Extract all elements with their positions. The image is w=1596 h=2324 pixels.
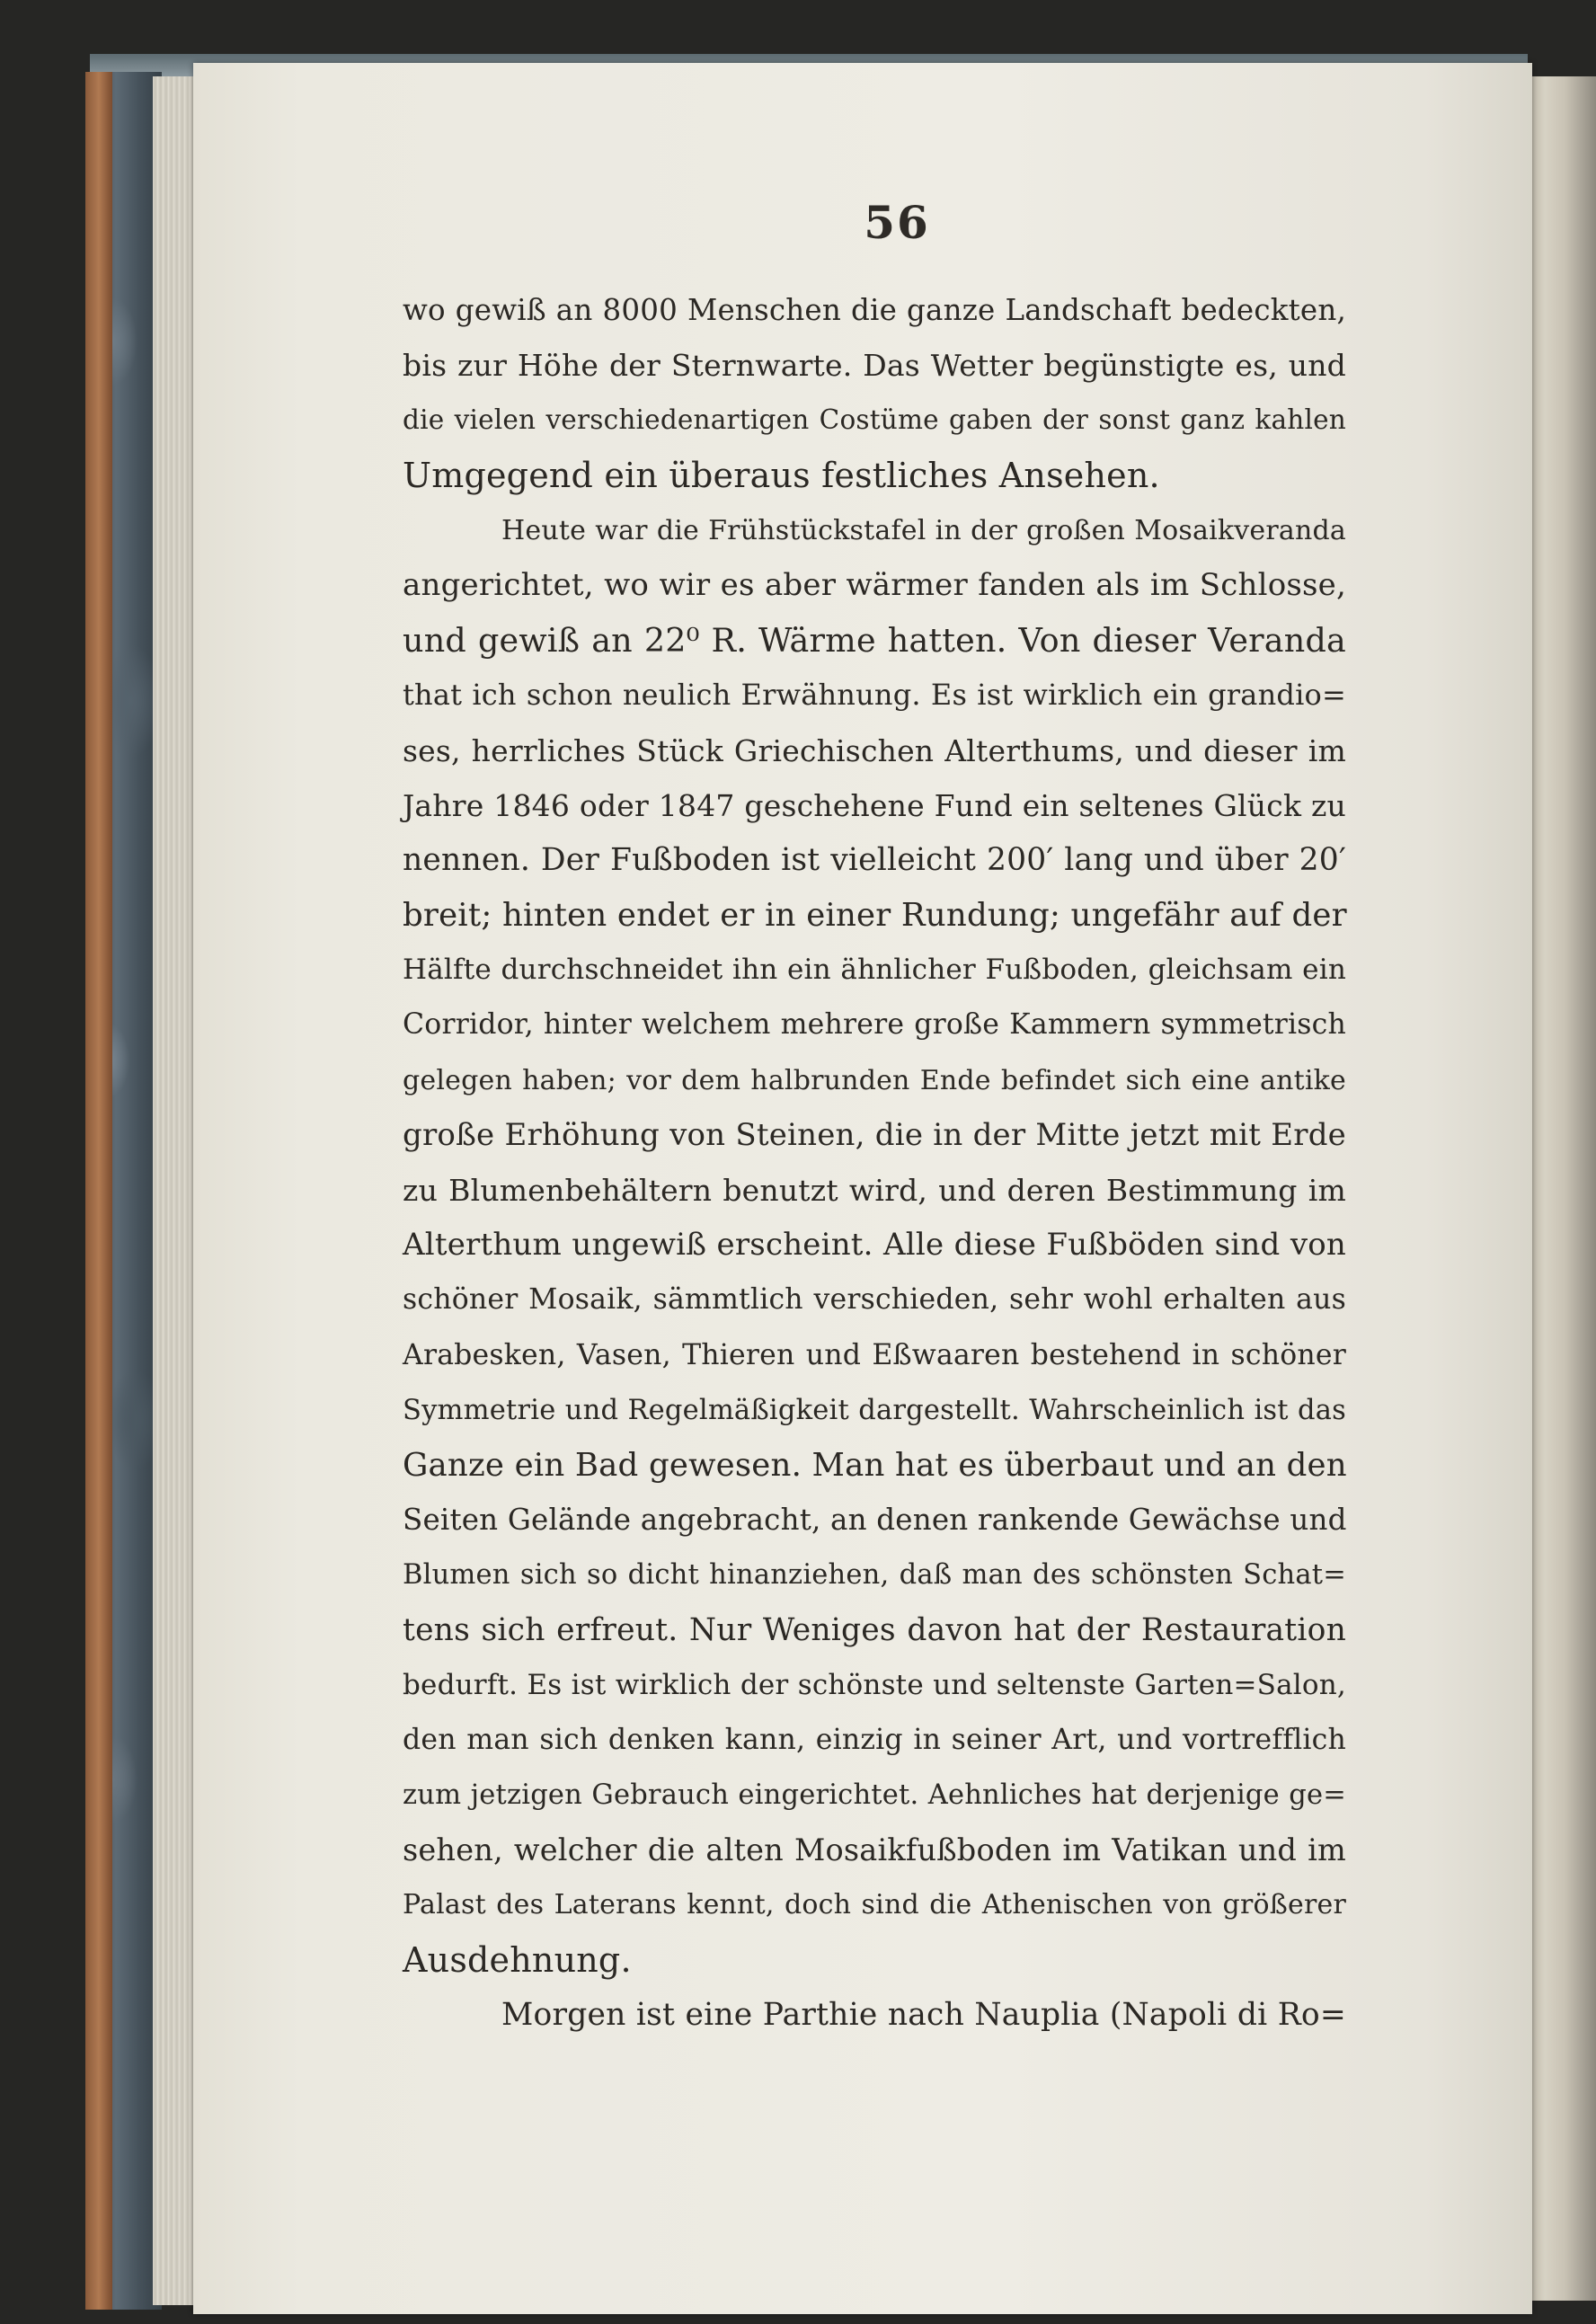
text-line: und gewiß an 22⁰ R. Wärme hatten. Von dieser Veranda [403,621,1346,661]
text-line: Morgen ist eine Parthie nach Nauplia (Napoli di Ro= [501,1996,1346,2033]
text-line: that ich schon neulich Erwähnung. Es ist wirklich ein grandio= [403,678,1346,713]
text-line: Alterthum ungewiß erscheint. Alle diese Fußböden sind von [403,1227,1346,1264]
text-line: tens sich erfreut. Nur Weniges davon hat der Restauration [403,1611,1346,1648]
text-line: Palast des Laterans kennt, doch sind die Athenischen von größerer [403,1889,1346,1921]
text-line: nennen. Der Fußboden ist vielleicht 200′ lang und über 20′ [403,841,1346,878]
text-line: den man sich denken kann, einzig in seiner Art, und vortrefflich [403,1723,1346,1756]
text-line: angerichtet, wo wir es aber wärmer fanden als im Schlosse, [403,566,1346,603]
text-line: gelegen haben; vor dem halbrunden Ende befindet sich eine antike [403,1064,1346,1096]
body-text [403,283,1346,2043]
text-line: sehen, welcher die alten Mosaikfußboden im Vatikan und im [403,1832,1346,1868]
text-line: Heute war die Frühstückstafel in der großen Mosaikveranda [501,514,1346,546]
text-line: Corridor, hinter welchem mehrere große Kammern symmetrisch [403,1008,1346,1042]
text-line: Arabesken, Vasen, Thieren und Eßwaaren bestehend in schöner [403,1338,1346,1371]
text-line: ses, herrliches Stück Griechischen Alterthums, und dieser im [403,732,1346,768]
text-line: Jahre 1846 oder 1847 geschehene Fund ein seltenes Glück zu [403,787,1346,823]
text-line: breit; hinten endet er in einer Rundung; ungefähr auf der [403,897,1347,935]
text-line: große Erhöhung von Steinen, die in der Mitte jetzt mit Erde [403,1116,1346,1153]
text-line: bis zur Höhe der Sternwarte. Das Wetter begünstigte es, und [403,348,1346,384]
page-number: 56 [864,196,930,249]
text-line: Ganze ein Bad gewesen. Man hat es überbaut und an den [403,1446,1347,1484]
text-line: wo gewiß an 8000 Menschen die ganze Landschaft bedeckten, [403,293,1346,327]
page-stack-right [1528,76,1596,2301]
text-line: Hälfte durchschneidet ihn ein ähnlicher Fußboden, gleichsam ein [403,954,1346,987]
text-line: bedurft. Es ist wirklich der schönste und seltenste Garten=Salon, [403,1668,1346,1701]
text-line: Blumen sich so dicht hinanziehen, daß man des schönsten Schat= [403,1559,1346,1592]
text-line: zum jetzigen Gebrauch eingerichtet. Aehnliches hat derjenige ge= [403,1779,1346,1812]
text-line: zu Blumenbehältern benutzt wird, und deren Bestimmung im [403,1173,1346,1208]
leather-spine [85,72,112,2310]
text-line: Umgegend ein überaus festliches Ansehen. [403,455,1160,495]
text-line: schöner Mosaik, sämmtlich verschieden, sehr wohl erhalten aus [403,1283,1346,1317]
text-line: die vielen verschiedenartigen Costüme gaben der sonst ganz kahlen [403,404,1346,436]
text-line: Seiten Geländе angebracht, an denen rankende Gewächse und [403,1503,1347,1538]
text-line: Ausdehnung. [403,1939,632,1980]
text-line: Symmetrie und Regelmäßigkeit dargestellt. Wahrscheinlich ist das [403,1394,1346,1426]
